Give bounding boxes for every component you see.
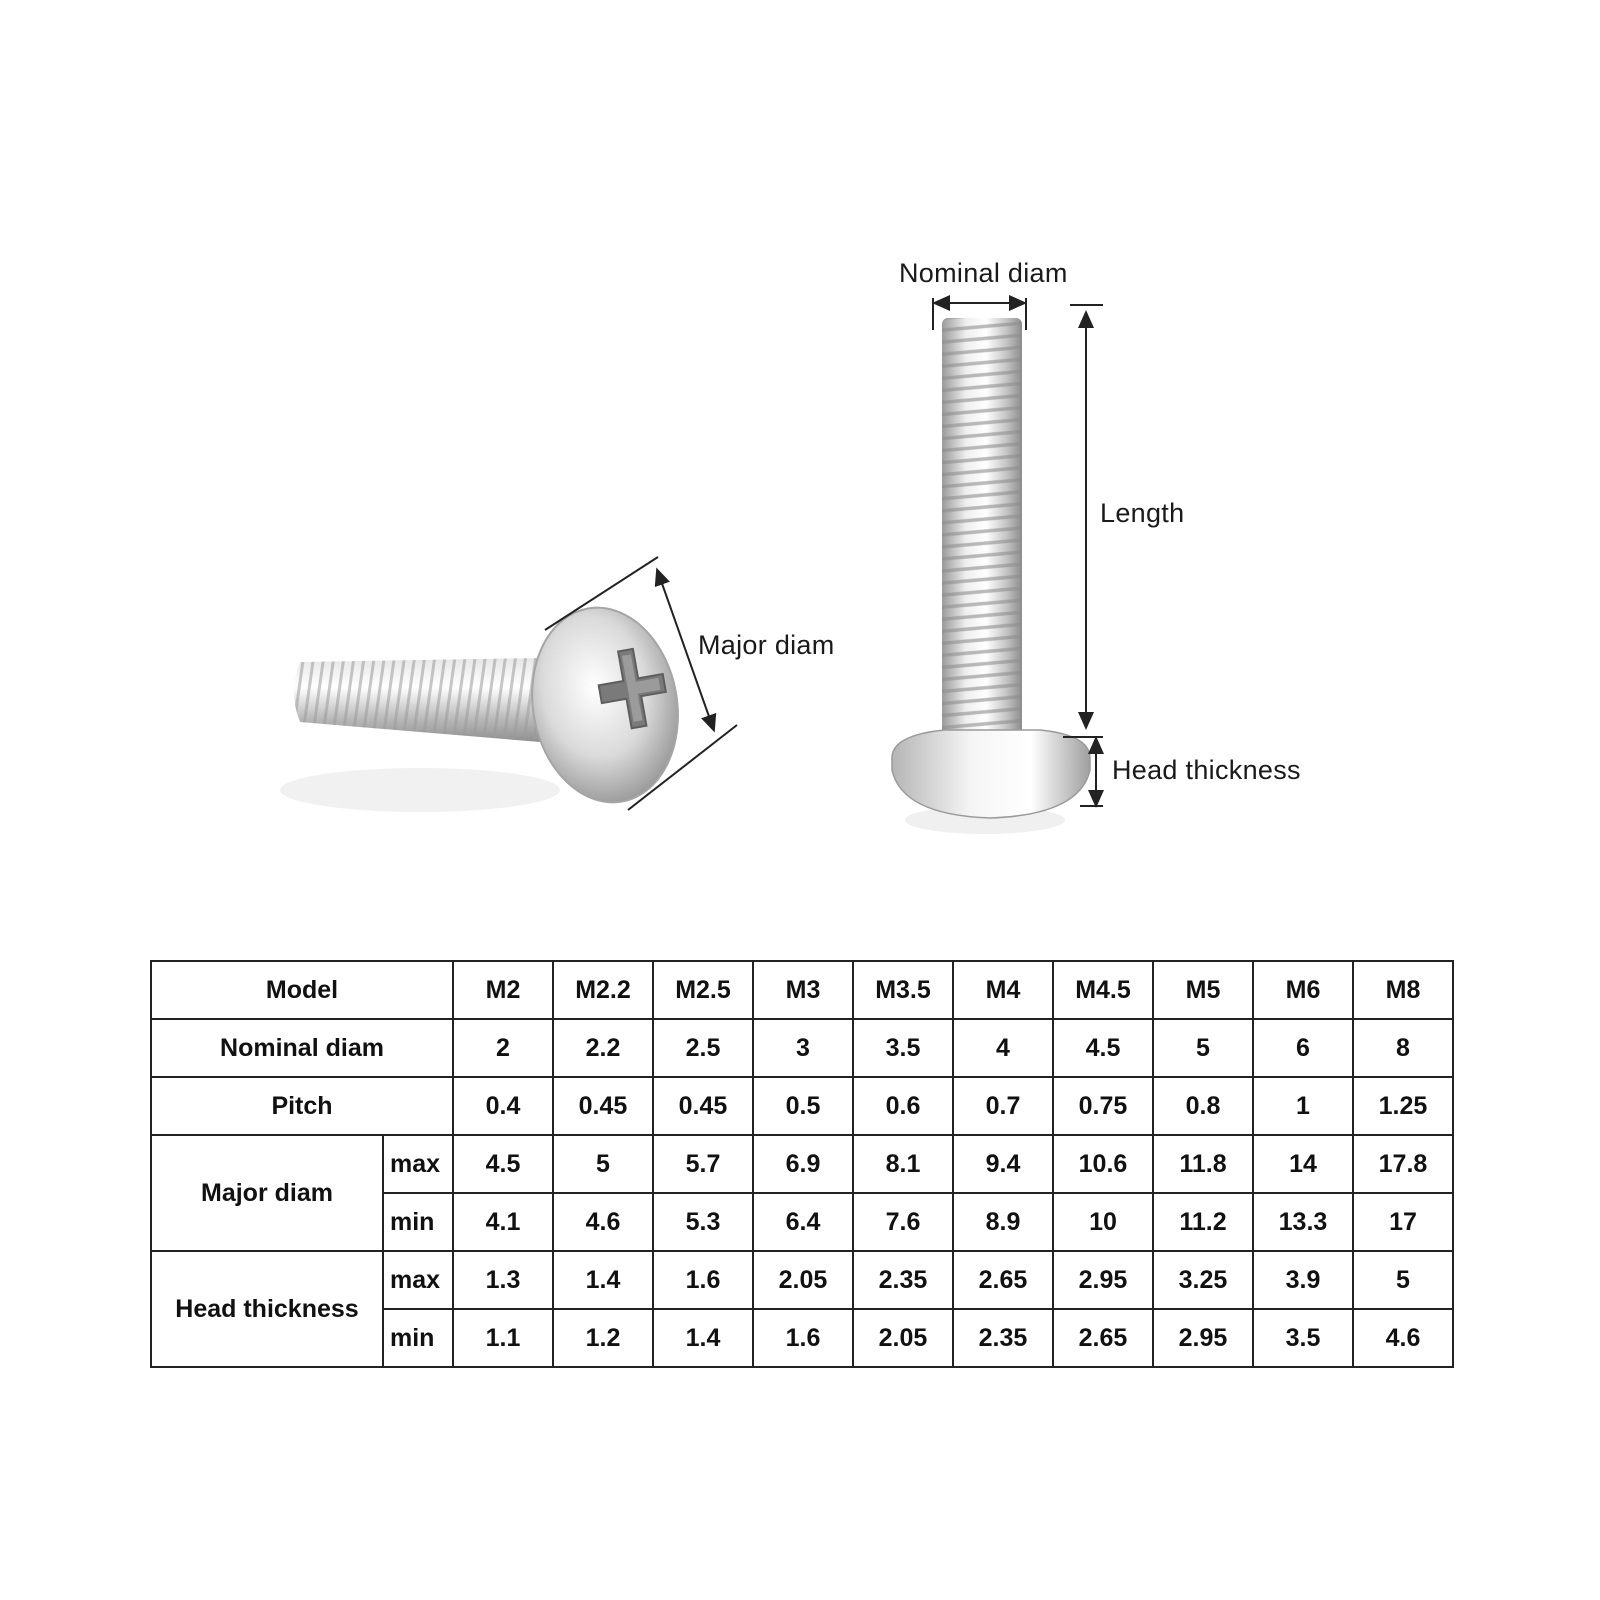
table-row-head-max bbox=[151, 1251, 1453, 1309]
table-cell: 3.9 bbox=[1253, 1251, 1353, 1309]
table-cell: M2 bbox=[453, 961, 553, 1019]
table-cell: 9.4 bbox=[953, 1135, 1053, 1193]
table-cell: 0.8 bbox=[1153, 1077, 1253, 1135]
table-cell: 11.8 bbox=[1153, 1135, 1253, 1193]
row-header: Nominal diam bbox=[151, 1019, 453, 1077]
table-cell: 13.3 bbox=[1253, 1193, 1353, 1251]
table-cell: 1.2 bbox=[553, 1309, 653, 1367]
table-cell: 10.6 bbox=[1053, 1135, 1153, 1193]
table-cell: 1 bbox=[1253, 1077, 1353, 1135]
table-cell: 3 bbox=[753, 1019, 853, 1077]
table-cell: 2.35 bbox=[853, 1251, 953, 1309]
table-cell: 0.7 bbox=[953, 1077, 1053, 1135]
table-cell: M4 bbox=[953, 961, 1053, 1019]
sub-header: min bbox=[383, 1193, 453, 1251]
table-cell: 1.4 bbox=[553, 1251, 653, 1309]
table-cell: 3.25 bbox=[1153, 1251, 1253, 1309]
head-thickness-label: Head thickness bbox=[1112, 755, 1301, 785]
table-cell: 8.9 bbox=[953, 1193, 1053, 1251]
table-cell: 8.1 bbox=[853, 1135, 953, 1193]
table-cell: 1.25 bbox=[1353, 1077, 1453, 1135]
table-cell: 17.8 bbox=[1353, 1135, 1453, 1193]
spec-table bbox=[150, 960, 1454, 1368]
table-cell: 2.2 bbox=[553, 1019, 653, 1077]
table-cell: 2.65 bbox=[953, 1251, 1053, 1309]
table-cell: 5.3 bbox=[653, 1193, 753, 1251]
table-cell: 0.4 bbox=[453, 1077, 553, 1135]
table-cell: M3 bbox=[753, 961, 853, 1019]
table-cell: M4.5 bbox=[1053, 961, 1153, 1019]
table-cell: M2.2 bbox=[553, 961, 653, 1019]
table-cell: 4.5 bbox=[1053, 1019, 1153, 1077]
table-cell: 3.5 bbox=[853, 1019, 953, 1077]
table-cell: 17 bbox=[1353, 1193, 1453, 1251]
table-cell: M5 bbox=[1153, 961, 1253, 1019]
screw-upright-view-icon bbox=[892, 318, 1090, 834]
table-cell: 8 bbox=[1353, 1019, 1453, 1077]
row-header: Major diam bbox=[151, 1135, 383, 1251]
table-cell: 1.1 bbox=[453, 1309, 553, 1367]
major-diam-label: Major diam bbox=[698, 630, 835, 660]
table-cell: 1.3 bbox=[453, 1251, 553, 1309]
screw-side-view-icon bbox=[280, 596, 693, 814]
sub-header: max bbox=[383, 1251, 453, 1309]
table-cell: 2.05 bbox=[853, 1309, 953, 1367]
table-cell: 0.45 bbox=[553, 1077, 653, 1135]
table-cell: 6.4 bbox=[753, 1193, 853, 1251]
table-cell: 3.5 bbox=[1253, 1309, 1353, 1367]
table-cell: 4.5 bbox=[453, 1135, 553, 1193]
table-cell: 2.5 bbox=[653, 1019, 753, 1077]
table-row-nominal bbox=[151, 1019, 1453, 1077]
row-header: Pitch bbox=[151, 1077, 453, 1135]
table-cell: 2.95 bbox=[1053, 1251, 1153, 1309]
table-cell: 2.95 bbox=[1153, 1309, 1253, 1367]
table-cell: 5 bbox=[1353, 1251, 1453, 1309]
table-cell: 1.4 bbox=[653, 1309, 753, 1367]
table-cell: 10 bbox=[1053, 1193, 1153, 1251]
table-cell: 0.5 bbox=[753, 1077, 853, 1135]
sub-header: min bbox=[383, 1309, 453, 1367]
table-cell: M3.5 bbox=[853, 961, 953, 1019]
table-cell: 5 bbox=[553, 1135, 653, 1193]
table-cell: 4.6 bbox=[553, 1193, 653, 1251]
table-cell: 4.6 bbox=[1353, 1309, 1453, 1367]
table-cell: M2.5 bbox=[653, 961, 753, 1019]
table-cell: 2.05 bbox=[753, 1251, 853, 1309]
row-header: Head thickness bbox=[151, 1251, 383, 1367]
table-cell: M6 bbox=[1253, 961, 1353, 1019]
table-cell: 6 bbox=[1253, 1019, 1353, 1077]
table-row-major-max bbox=[151, 1135, 1453, 1193]
length-label: Length bbox=[1100, 498, 1185, 528]
length-dimension bbox=[1063, 305, 1103, 737]
table-cell: M8 bbox=[1353, 961, 1453, 1019]
table-cell: 2.35 bbox=[953, 1309, 1053, 1367]
table-cell: 5 bbox=[1153, 1019, 1253, 1077]
table-cell: 0.45 bbox=[653, 1077, 753, 1135]
table-cell: 2 bbox=[453, 1019, 553, 1077]
table-cell: 0.75 bbox=[1053, 1077, 1153, 1135]
table-cell: 4 bbox=[953, 1019, 1053, 1077]
sub-header: max bbox=[383, 1135, 453, 1193]
table-cell: 4.1 bbox=[453, 1193, 553, 1251]
table-cell: 6.9 bbox=[753, 1135, 853, 1193]
table-cell: 2.65 bbox=[1053, 1309, 1153, 1367]
table-cell: 14 bbox=[1253, 1135, 1353, 1193]
table-row-pitch bbox=[151, 1077, 1453, 1135]
table-cell: 5.7 bbox=[653, 1135, 753, 1193]
table-cell: 1.6 bbox=[653, 1251, 753, 1309]
table-cell: 1.6 bbox=[753, 1309, 853, 1367]
table-cell: 7.6 bbox=[853, 1193, 953, 1251]
table-cell: 11.2 bbox=[1153, 1193, 1253, 1251]
nominal-diam-label: Nominal diam bbox=[899, 258, 1068, 288]
row-header: Model bbox=[151, 961, 453, 1019]
table-cell: 0.6 bbox=[853, 1077, 953, 1135]
table-row-model bbox=[151, 961, 1453, 1019]
